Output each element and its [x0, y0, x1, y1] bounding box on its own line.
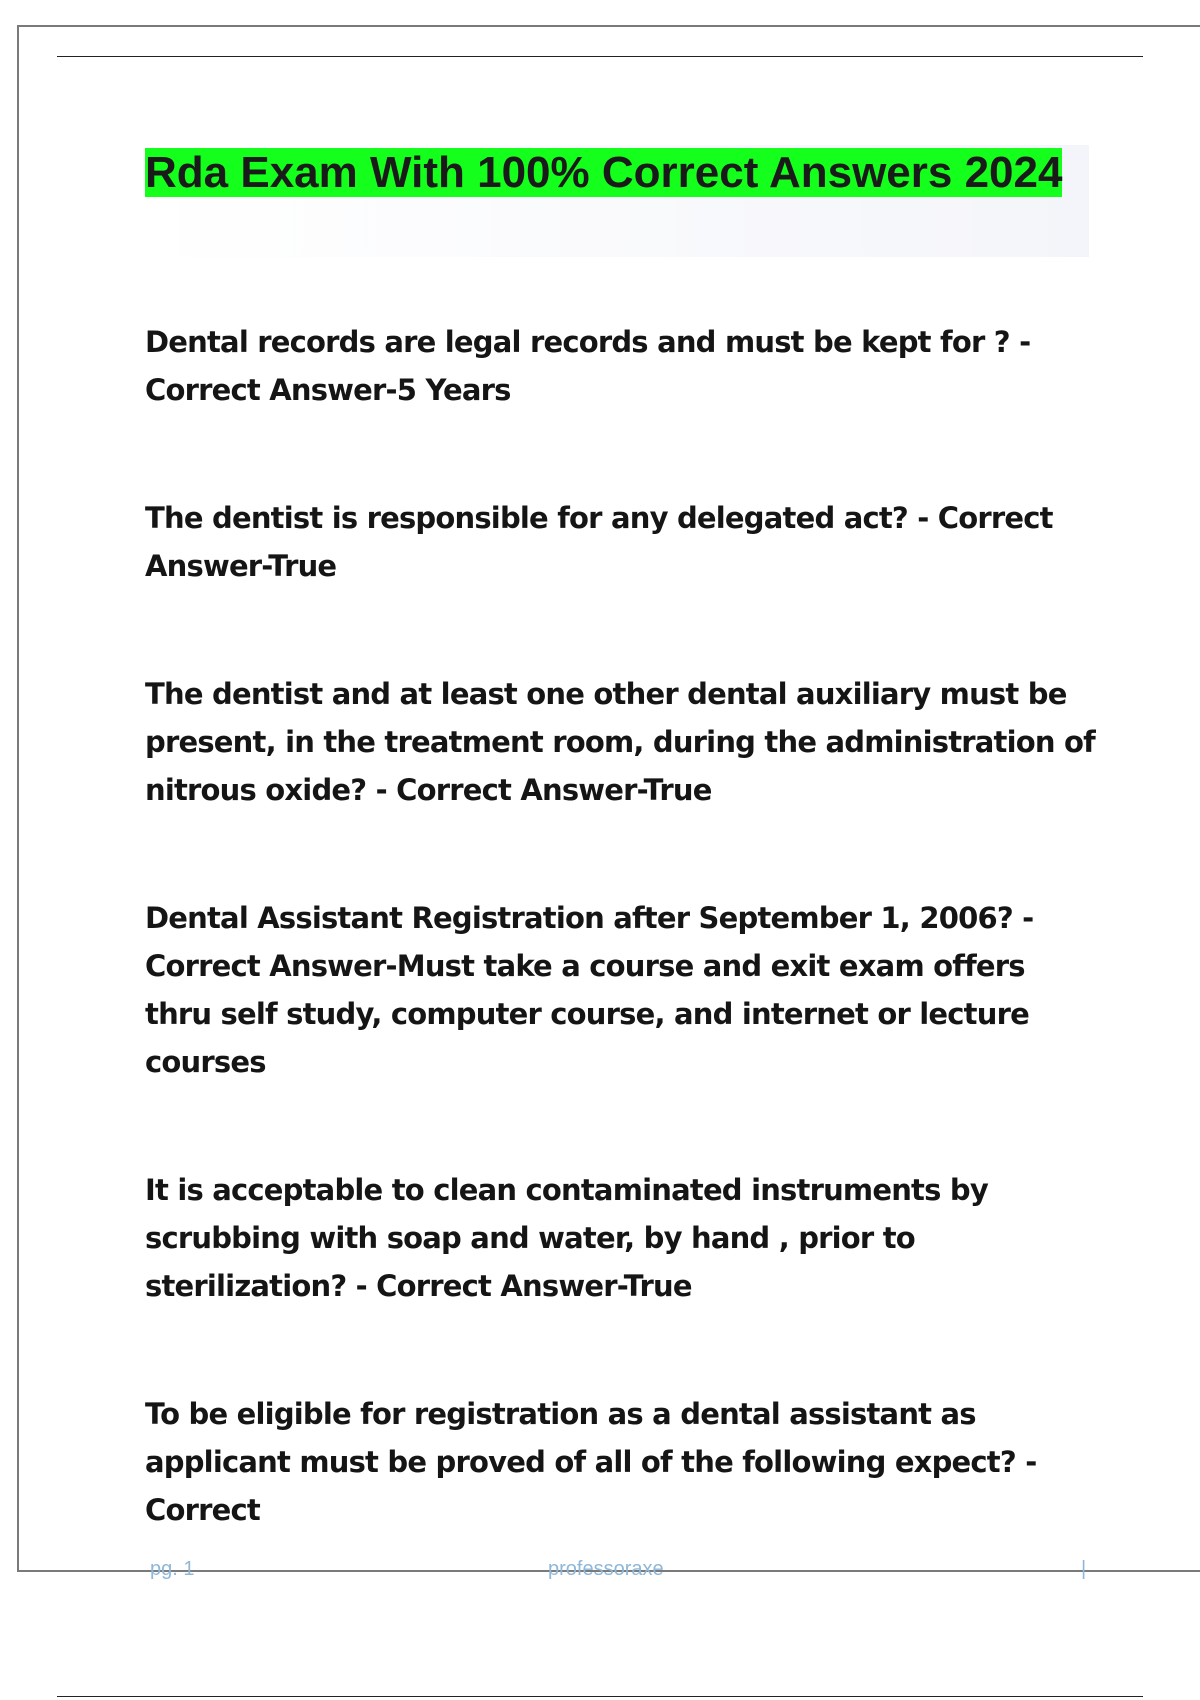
qa-item: It is acceptable to clean contaminated instruments by scrubbing with soap and water, by hand , prior to sterilization? - Correct Answer-True: [145, 1173, 988, 1303]
footer-author: professoraxe: [548, 1558, 664, 1580]
qa-item: Dental Assistant Registration after September 1, 2006? - Correct Answer-Must take a course and exit exam offers thru self study, computer course, and internet or lecture courses: [145, 901, 1034, 1079]
bottom-rule: [57, 1696, 1143, 1697]
qa-item: Dental records are legal records and must be kept for ? - Correct Answer-5 Years: [145, 325, 1031, 407]
qa-item: To be eligible for registration as a dental assistant as applicant must be proved of all of the following expect? - Correct: [145, 1397, 1037, 1527]
qa-list: [145, 318, 1095, 1534]
footer-mark: |: [1081, 1558, 1087, 1580]
qa-item: The dentist is responsible for any delegated act? - Correct Answer-True: [145, 501, 1053, 583]
qa-item: The dentist and at least one other dental auxiliary must be present, in the treatment room, during the administration of nitrous oxide? - Correct Answer-True: [145, 677, 1095, 807]
footer-page-number: pg. 1: [150, 1558, 195, 1580]
title-box: [145, 145, 1089, 257]
header-rule: [57, 56, 1143, 57]
document-title: [145, 145, 1089, 201]
document-title-text: Rda Exam With 100% Correct Answers 2024: [145, 148, 1063, 197]
